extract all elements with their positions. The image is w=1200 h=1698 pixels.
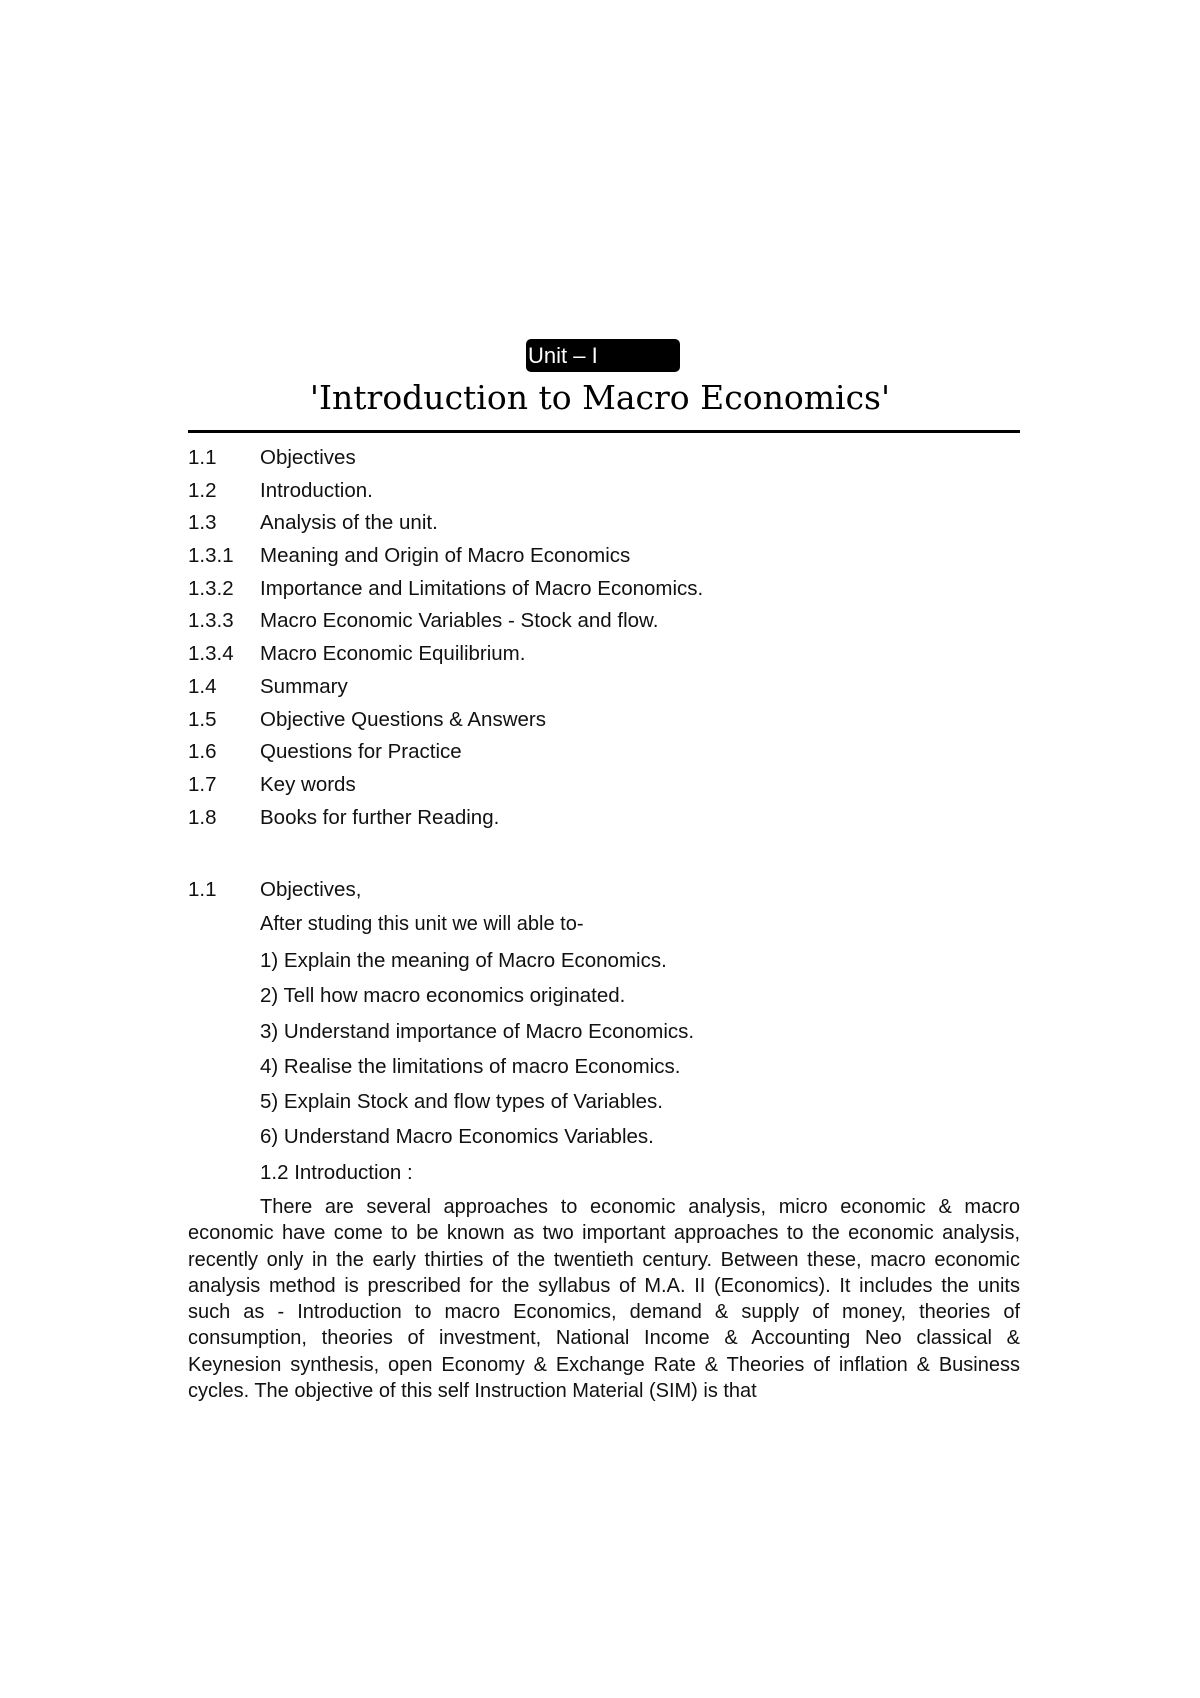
toc-item-label: Analysis of the unit. (260, 511, 438, 535)
toc-item-label: Objective Questions & Answers (260, 707, 546, 731)
toc-item (188, 671, 1020, 704)
toc-item-number: 1.1 (188, 446, 217, 469)
toc-item (188, 704, 1020, 737)
toc-item-label: Meaning and Origin of Macro Economics (260, 544, 631, 568)
toc-item-number: 1.5 (188, 707, 217, 731)
toc-item (188, 475, 1020, 508)
toc-item (188, 605, 1020, 638)
toc-item (188, 573, 1020, 606)
toc-item-number: 1.4 (188, 674, 217, 698)
toc-item-label: Macro Economic Equilibrium. (260, 642, 526, 666)
introduction-paragraph: There are several approaches to economic analysis, micro economic & macro economic have come to be known as two important approaches to the economic analysis, recently only in the early thirties of the twentieth century. Between these, macro economic analysis method is prescribed for the syllabus of M.A. II (Economics). It includes the units such as - Introduction to macro Economics, demand & supply of money, theories of consumption, theories of investment, National Income & Accounting Neo classical & Keynesion synthesis, open Economy & Exchange Rate & Theories of inflation & Business cycles. The objective of this self Instruction Material (SIM) is that (188, 1196, 1020, 1403)
table-of-contents (188, 442, 1020, 834)
toc-item-number: 1.3.2 (188, 576, 234, 600)
objectives-heading-number: 1.1 (188, 878, 217, 901)
toc-item-label: Questions for Practice (260, 740, 462, 764)
objective-item: 5) Explain Stock and flow types of Variables. (260, 1090, 663, 1114)
objective-item: 1) Explain the meaning of Macro Economics. (260, 949, 667, 972)
toc-item (188, 769, 1020, 802)
objective-item: 2) Tell how macro economics originated. (260, 984, 626, 1008)
toc-item (188, 507, 1020, 540)
toc-item (188, 736, 1020, 769)
toc-item-label: Key words (260, 772, 356, 796)
toc-item (188, 638, 1020, 671)
toc-item (188, 802, 1020, 835)
toc-item-label: Macro Economic Variables - Stock and flow. (260, 609, 659, 633)
toc-item (188, 442, 1020, 475)
toc-item-number: 1.8 (188, 805, 217, 829)
unit-title: 'Introduction to Macro Economics' (309, 378, 891, 417)
toc-item (188, 540, 1020, 573)
toc-item-number: 1.3.1 (188, 544, 234, 568)
introduction-heading: 1.2 Introduction : (260, 1161, 413, 1184)
objective-item: 6) Understand Macro Economics Variables. (260, 1125, 654, 1149)
toc-item-number: 1.3 (188, 511, 217, 535)
toc-item-number: 1.6 (188, 740, 217, 764)
toc-item-number: 1.2 (188, 478, 217, 502)
toc-item-number: 1.3.4 (188, 642, 234, 666)
toc-item-label: Objectives (260, 446, 356, 469)
unit-badge: Unit – I (526, 339, 680, 372)
toc-item-label: Summary (260, 674, 348, 698)
toc-item-label: Introduction. (260, 478, 373, 502)
objectives-intro: After studing this unit we will able to- (260, 913, 584, 935)
objectives-heading (188, 874, 361, 906)
objective-item: 3) Understand importance of Macro Economics. (260, 1019, 695, 1043)
toc-item-number: 1.3.3 (188, 609, 234, 633)
toc-item-number: 1.7 (188, 772, 217, 796)
objectives-list (260, 943, 694, 1155)
objective-item: 4) Realise the limitations of macro Economics. (260, 1054, 681, 1078)
objectives-heading-label: Objectives, (260, 878, 362, 901)
title-divider (188, 430, 1020, 433)
toc-item-label: Importance and Limitations of Macro Economics. (260, 576, 704, 600)
toc-item-label: Books for further Reading. (260, 805, 500, 829)
